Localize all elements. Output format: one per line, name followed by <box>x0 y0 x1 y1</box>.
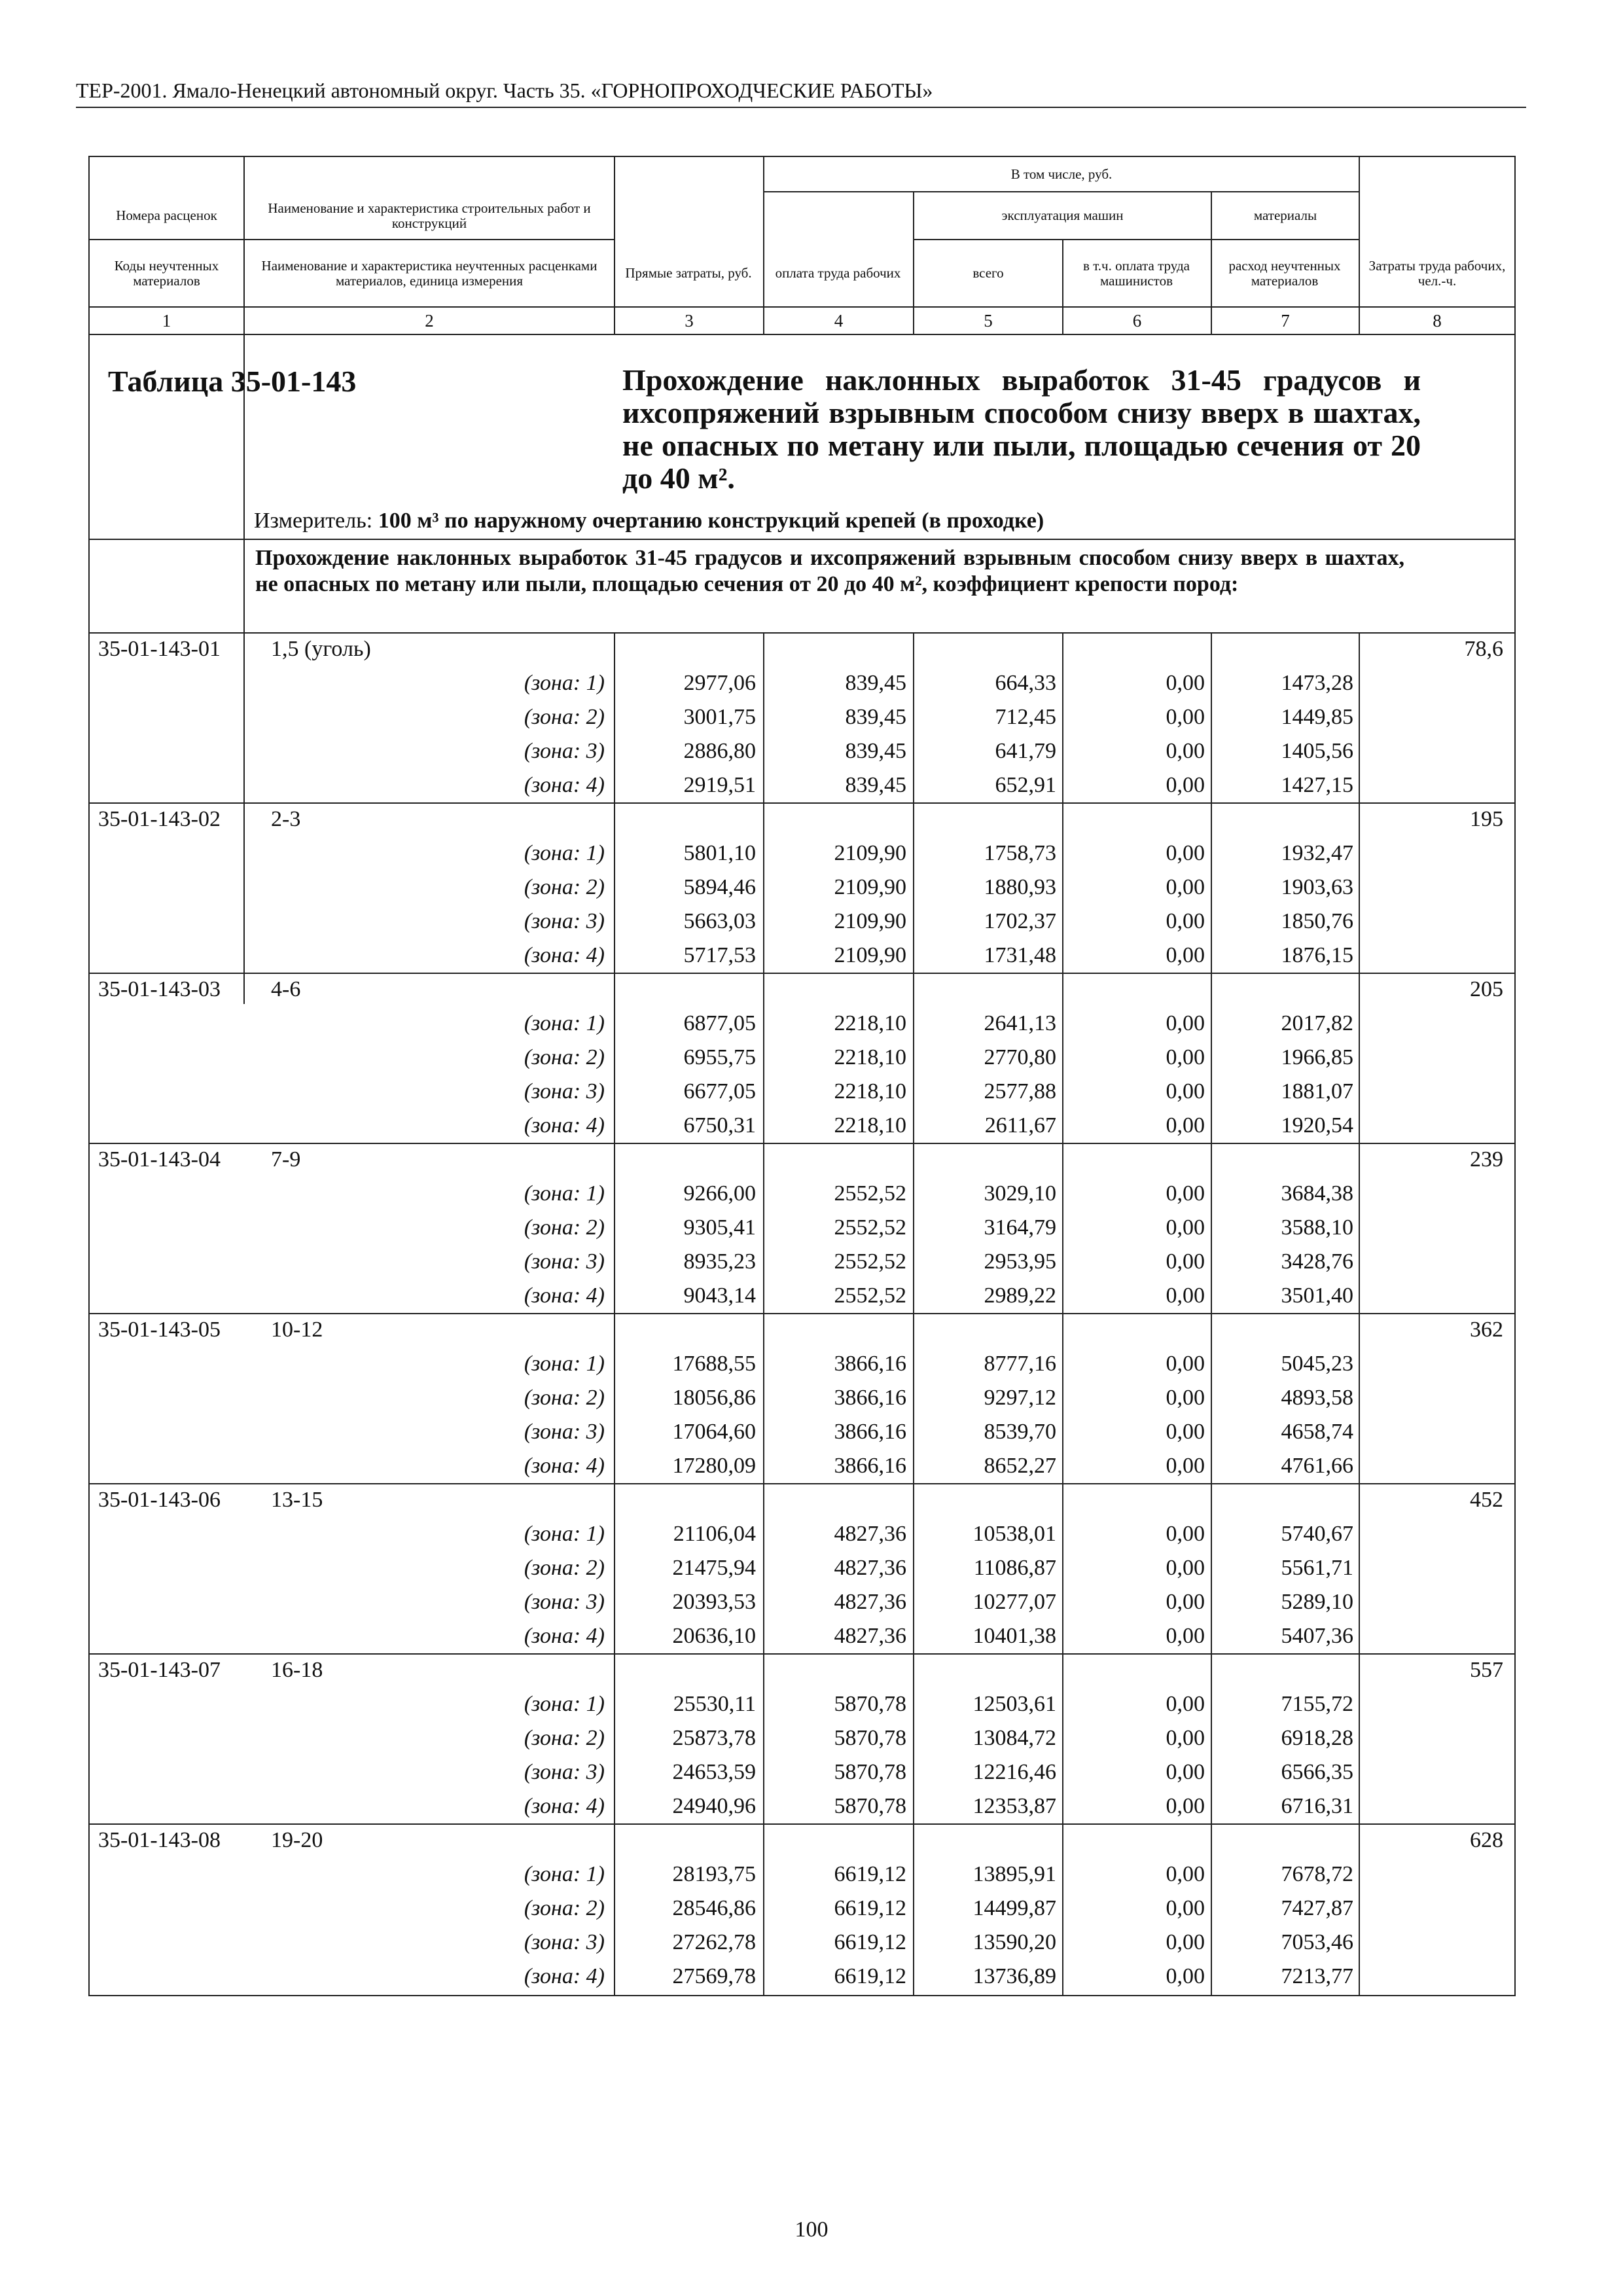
units-line <box>254 508 1044 534</box>
cost-value: 0,00 <box>1166 1896 1205 1920</box>
cost-value: 5717,53 <box>683 943 756 967</box>
cost-value: 24940,96 <box>672 1794 756 1818</box>
cost-value: 1966,85 <box>1281 1045 1353 1069</box>
cost-value: 2218,10 <box>834 1079 906 1103</box>
cost-value: 17688,55 <box>672 1352 756 1376</box>
labor-costs-value: 452 <box>1470 1488 1503 1512</box>
zone-label: (зона: 2) <box>524 1386 605 1410</box>
cost-value: 2109,90 <box>834 943 906 967</box>
cost-value: 12216,46 <box>972 1760 1056 1784</box>
cost-value: 28193,75 <box>672 1862 756 1886</box>
cost-value: 0,00 <box>1166 909 1205 933</box>
labor-costs-value: 557 <box>1470 1658 1503 1682</box>
zone-label: (зона: 3) <box>524 1420 605 1444</box>
cost-value: 839,45 <box>845 739 906 763</box>
labor-costs-value: 362 <box>1470 1318 1503 1342</box>
cost-value: 2218,10 <box>834 1011 906 1035</box>
cost-value: 6918,28 <box>1281 1726 1353 1750</box>
rate-code: 35-01-143-07 <box>98 1658 221 1682</box>
zone-label: (зона: 4) <box>524 1624 605 1648</box>
cost-value: 12503,61 <box>972 1692 1056 1716</box>
zone-label: (зона: 1) <box>524 671 605 695</box>
cost-value: 3001,75 <box>683 705 756 729</box>
cost-value: 2977,06 <box>683 671 756 695</box>
cost-value: 5289,10 <box>1281 1590 1353 1614</box>
header-material-name: Наименование и характеристика неучтенных расценками материалов, единица измерения <box>261 257 597 289</box>
cost-value: 6877,05 <box>683 1011 756 1035</box>
rate-name: 4-6 <box>271 977 301 1001</box>
cost-value: 4761,66 <box>1281 1454 1353 1478</box>
cost-value: 10401,38 <box>972 1624 1056 1648</box>
zone-label: (зона: 2) <box>524 1045 605 1069</box>
cost-value: 3866,16 <box>834 1386 906 1410</box>
cost-value: 839,45 <box>845 773 906 797</box>
header-including: В том числе, руб. <box>1010 166 1113 182</box>
running-head: ТЕР-2001. Ямало-Ненецкий автономный округ. Часть 35. «ГОРНОПРОХОДЧЕСКИЕ РАБОТЫ» <box>76 79 933 102</box>
page-number: 100 <box>794 2217 829 2242</box>
cost-value: 0,00 <box>1166 1386 1205 1410</box>
cost-value: 0,00 <box>1166 1011 1205 1035</box>
cost-value: 1903,63 <box>1281 875 1353 899</box>
cost-value: 0,00 <box>1166 875 1205 899</box>
running-head-rule <box>76 107 1526 108</box>
zone-label: (зона: 2) <box>524 1726 605 1750</box>
cost-value: 652,91 <box>995 773 1056 797</box>
cost-value: 4893,58 <box>1281 1386 1353 1410</box>
column-number-6: 6 <box>1132 310 1142 331</box>
zone-label: (зона: 1) <box>524 841 605 865</box>
cost-value: 7427,87 <box>1281 1896 1353 1920</box>
cost-value: 0,00 <box>1166 1181 1205 1206</box>
column-number-3: 3 <box>685 310 694 331</box>
cost-value: 0,00 <box>1166 773 1205 797</box>
cost-value: 2109,90 <box>834 875 906 899</box>
labor-costs-value: 78,6 <box>1464 637 1503 661</box>
rate-code: 35-01-143-04 <box>98 1147 221 1172</box>
cost-value: 7213,77 <box>1281 1964 1353 1988</box>
cost-value: 0,00 <box>1166 1283 1205 1308</box>
rate-name: 2-3 <box>271 807 301 831</box>
cost-value: 664,33 <box>995 671 1056 695</box>
column-number-7: 7 <box>1281 310 1290 331</box>
header-labor-costs: Затраты труда рабочих, чел.-ч. <box>1368 257 1506 289</box>
labor-costs-value: 195 <box>1470 807 1503 831</box>
cost-value: 1449,85 <box>1281 705 1353 729</box>
header-hline-bottom <box>88 334 1516 335</box>
cost-value: 8777,16 <box>984 1352 1056 1376</box>
cost-value: 17280,09 <box>672 1454 756 1478</box>
cost-value: 6566,35 <box>1281 1760 1353 1784</box>
cost-value: 7678,72 <box>1281 1862 1353 1886</box>
cost-value: 6750,31 <box>683 1113 756 1138</box>
cost-value: 25530,11 <box>673 1692 756 1716</box>
cost-value: 12353,87 <box>972 1794 1056 1818</box>
cost-value: 0,00 <box>1166 1352 1205 1376</box>
zone-label: (зона: 2) <box>524 1896 605 1920</box>
cost-value: 0,00 <box>1166 1930 1205 1954</box>
cost-value: 3588,10 <box>1281 1215 1353 1240</box>
header-rate-numbers: Номера расценок <box>116 207 217 223</box>
zone-label: (зона: 4) <box>524 1964 605 1988</box>
cost-value: 2552,52 <box>834 1181 906 1206</box>
cost-value: 0,00 <box>1166 1420 1205 1444</box>
header-material-codes: Коды неучтенных материалов <box>114 257 219 289</box>
units-value: 100 м³ по наружному очертанию конструкций крепей (в проходке) <box>378 509 1044 533</box>
cost-value: 2109,90 <box>834 909 906 933</box>
cost-value: 3501,40 <box>1281 1283 1353 1308</box>
zone-label: (зона: 1) <box>524 1352 605 1376</box>
zone-label: (зона: 1) <box>524 1181 605 1206</box>
cost-value: 712,45 <box>995 705 1056 729</box>
zone-label: (зона: 4) <box>524 1113 605 1138</box>
cost-value: 2552,52 <box>834 1215 906 1240</box>
rate-name: 13-15 <box>271 1488 323 1512</box>
zone-label: (зона: 3) <box>524 1930 605 1954</box>
cost-value: 1427,15 <box>1281 773 1353 797</box>
cost-value: 14499,87 <box>972 1896 1056 1920</box>
zone-label: (зона: 3) <box>524 1079 605 1103</box>
cost-value: 10538,01 <box>972 1522 1056 1546</box>
cost-value: 2953,95 <box>984 1249 1056 1274</box>
cost-value: 13736,89 <box>972 1964 1056 1988</box>
cost-value: 0,00 <box>1166 1794 1205 1818</box>
cost-value: 1758,73 <box>984 841 1056 865</box>
cost-value: 5870,78 <box>834 1692 906 1716</box>
cost-value: 5740,67 <box>1281 1522 1353 1546</box>
cost-value: 2109,90 <box>834 841 906 865</box>
rate-code: 35-01-143-02 <box>98 807 221 831</box>
cost-value: 0,00 <box>1166 739 1205 763</box>
cost-value: 13895,91 <box>972 1862 1056 1886</box>
cost-value: 6955,75 <box>683 1045 756 1069</box>
labor-costs-value: 239 <box>1470 1147 1503 1172</box>
column-number-8: 8 <box>1433 310 1442 331</box>
cost-value: 8652,27 <box>984 1454 1056 1478</box>
cost-value: 1731,48 <box>984 943 1056 967</box>
header-machines: эксплуатация машин <box>1001 207 1124 223</box>
zone-label: (зона: 2) <box>524 1215 605 1240</box>
cost-value: 1405,56 <box>1281 739 1353 763</box>
cost-value: 8935,23 <box>683 1249 756 1274</box>
cost-value: 10277,07 <box>972 1590 1056 1614</box>
zone-label: (зона: 2) <box>524 705 605 729</box>
rate-name: 1,5 (уголь) <box>271 637 371 661</box>
section-caption: Прохождение наклонных выработок 31-45 градусов и ихсопряжений взрывным способом снизу вверх в шахтах, не опасных по метану или пыли, площадью сечения от 20 до 40 м², коэффициент крепости пород: <box>255 546 1404 596</box>
cost-value: 6619,12 <box>834 1896 906 1920</box>
rate-name: 10-12 <box>271 1318 323 1342</box>
cost-value: 13084,72 <box>972 1726 1056 1750</box>
labor-costs-value: 205 <box>1470 977 1503 1001</box>
rate-code: 35-01-143-01 <box>98 637 221 661</box>
cost-value: 1473,28 <box>1281 671 1353 695</box>
rate-code: 35-01-143-03 <box>98 977 221 1001</box>
cost-value: 20393,53 <box>672 1590 756 1614</box>
cost-value: 0,00 <box>1166 1760 1205 1784</box>
cost-value: 0,00 <box>1166 1692 1205 1716</box>
cost-value: 4827,36 <box>834 1590 906 1614</box>
header-work-name: Наименование и характеристика строительных работ и конструкций <box>268 200 591 231</box>
cost-value: 0,00 <box>1166 1215 1205 1240</box>
header-materials: материалы <box>1253 207 1317 223</box>
cost-value: 24653,59 <box>672 1760 756 1784</box>
cost-value: 9297,12 <box>984 1386 1056 1410</box>
cost-value: 0,00 <box>1166 1726 1205 1750</box>
cost-value: 21475,94 <box>672 1556 756 1580</box>
cost-value: 3684,38 <box>1281 1181 1353 1206</box>
header-machinist-pay: в т.ч. оплата труда машинистов <box>1083 257 1190 289</box>
rate-code: 35-01-143-06 <box>98 1488 221 1512</box>
zone-label: (зона: 1) <box>524 1011 605 1035</box>
cost-value: 13590,20 <box>972 1930 1056 1954</box>
cost-value: 2552,52 <box>834 1249 906 1274</box>
rate-code: 35-01-143-08 <box>98 1828 221 1852</box>
cost-value: 1876,15 <box>1281 943 1353 967</box>
cost-value: 0,00 <box>1166 1556 1205 1580</box>
cost-value: 839,45 <box>845 671 906 695</box>
zone-label: (зона: 2) <box>524 875 605 899</box>
cost-value: 2989,22 <box>984 1283 1056 1308</box>
cost-value: 21106,04 <box>673 1522 756 1546</box>
cost-value: 20636,10 <box>672 1624 756 1648</box>
zone-label: (зона: 3) <box>524 1760 605 1784</box>
table-id: Таблица 35-01-143 <box>108 365 357 398</box>
header-material-usage: расход неучтенных материалов <box>1228 257 1341 289</box>
zone-label: (зона: 3) <box>524 1590 605 1614</box>
cost-value: 2770,80 <box>984 1045 1056 1069</box>
zone-label: (зона: 3) <box>524 909 605 933</box>
header-vline-1 <box>243 156 245 1004</box>
cost-value: 0,00 <box>1166 1590 1205 1614</box>
cost-value: 0,00 <box>1166 1624 1205 1648</box>
cost-value: 0,00 <box>1166 1113 1205 1138</box>
cost-value: 11086,87 <box>973 1556 1056 1580</box>
cost-value: 3164,79 <box>984 1215 1056 1240</box>
cost-value: 5801,10 <box>683 841 756 865</box>
cost-value: 4827,36 <box>834 1556 906 1580</box>
cost-value: 28546,86 <box>672 1896 756 1920</box>
cost-value: 17064,60 <box>672 1420 756 1444</box>
cost-value: 0,00 <box>1166 841 1205 865</box>
cost-value: 25873,78 <box>672 1726 756 1750</box>
cost-value: 7053,46 <box>1281 1930 1353 1954</box>
cost-value: 9043,14 <box>683 1283 756 1308</box>
cost-value: 4658,74 <box>1281 1420 1353 1444</box>
cost-value: 9305,41 <box>683 1215 756 1240</box>
cost-value: 5663,03 <box>683 909 756 933</box>
cost-value: 6619,12 <box>834 1930 906 1954</box>
cost-value: 0,00 <box>1166 1964 1205 1988</box>
cost-value: 5894,46 <box>683 875 756 899</box>
cost-value: 2641,13 <box>984 1011 1056 1035</box>
title-block-rule <box>88 539 1516 540</box>
zone-label: (зона: 2) <box>524 1556 605 1580</box>
units-label: Измеритель: <box>254 509 378 533</box>
zone-label: (зона: 4) <box>524 1283 605 1308</box>
cost-value: 0,00 <box>1166 943 1205 967</box>
cost-value: 0,00 <box>1166 1454 1205 1478</box>
cost-value: 3866,16 <box>834 1352 906 1376</box>
cost-value: 5870,78 <box>834 1726 906 1750</box>
cost-value: 0,00 <box>1166 705 1205 729</box>
rate-name: 16-18 <box>271 1658 323 1682</box>
cost-value: 6677,05 <box>683 1079 756 1103</box>
cost-value: 5870,78 <box>834 1760 906 1784</box>
cost-value: 0,00 <box>1166 1249 1205 1274</box>
cost-value: 6716,31 <box>1281 1794 1353 1818</box>
cost-value: 2577,88 <box>984 1079 1056 1103</box>
cost-value: 4827,36 <box>834 1522 906 1546</box>
cost-value: 27262,78 <box>672 1930 756 1954</box>
header-worker-pay: оплата труда рабочих <box>775 265 901 281</box>
cost-value: 641,79 <box>995 739 1056 763</box>
cost-value: 2218,10 <box>834 1113 906 1138</box>
zone-label: (зона: 4) <box>524 1794 605 1818</box>
cost-value: 6619,12 <box>834 1862 906 1886</box>
cost-value: 4827,36 <box>834 1624 906 1648</box>
cost-value: 0,00 <box>1166 1045 1205 1069</box>
zone-label: (зона: 3) <box>524 1249 605 1274</box>
cost-value: 0,00 <box>1166 1862 1205 1886</box>
header-machines-total: всего <box>972 265 1004 281</box>
cost-value: 1920,54 <box>1281 1113 1353 1138</box>
labor-costs-value: 628 <box>1470 1828 1503 1852</box>
cost-value: 1850,76 <box>1281 909 1353 933</box>
column-number-1: 1 <box>162 310 171 331</box>
cost-value: 1881,07 <box>1281 1079 1353 1103</box>
rate-name: 7-9 <box>271 1147 301 1172</box>
cost-value: 2017,82 <box>1281 1011 1353 1035</box>
cost-value: 27569,78 <box>672 1964 756 1988</box>
zone-label: (зона: 1) <box>524 1522 605 1546</box>
zone-label: (зона: 4) <box>524 773 605 797</box>
table-title: Прохождение наклонных выработок 31-45 градусов и ихсопряжений взрывным способом снизу вверх в шахтах, не опасных по метану или пыли, площадью сечения от 20 до 40 м². <box>622 363 1421 495</box>
rate-separator-line <box>88 802 1516 804</box>
cost-value: 6619,12 <box>834 1964 906 1988</box>
cost-value: 2886,80 <box>683 739 756 763</box>
cost-value: 5045,23 <box>1281 1352 1353 1376</box>
cost-value: 8539,70 <box>984 1420 1056 1444</box>
cost-value: 1932,47 <box>1281 841 1353 865</box>
zone-label: (зона: 4) <box>524 943 605 967</box>
cost-value: 5407,36 <box>1281 1624 1353 1648</box>
cost-value: 839,45 <box>845 705 906 729</box>
cost-value: 0,00 <box>1166 671 1205 695</box>
cost-value: 9266,00 <box>683 1181 756 1206</box>
cost-value: 18056,86 <box>672 1386 756 1410</box>
cost-value: 2611,67 <box>984 1113 1056 1138</box>
cost-value: 2919,51 <box>683 773 756 797</box>
zone-label: (зона: 4) <box>524 1454 605 1478</box>
rate-separator-line <box>88 973 1516 974</box>
cost-value: 3029,10 <box>984 1181 1056 1206</box>
cost-value: 0,00 <box>1166 1079 1205 1103</box>
zone-label: (зона: 1) <box>524 1862 605 1886</box>
cost-value: 0,00 <box>1166 1522 1205 1546</box>
column-number-5: 5 <box>984 310 993 331</box>
rate-separator-line <box>88 1143 1516 1144</box>
cost-value: 1702,37 <box>984 909 1056 933</box>
column-number-2: 2 <box>425 310 434 331</box>
cost-value: 3428,76 <box>1281 1249 1353 1274</box>
zone-label: (зона: 3) <box>524 739 605 763</box>
cost-value: 2218,10 <box>834 1045 906 1069</box>
rate-name: 19-20 <box>271 1828 323 1852</box>
cost-value: 3866,16 <box>834 1454 906 1478</box>
cost-value: 5561,71 <box>1281 1556 1353 1580</box>
cost-value: 5870,78 <box>834 1794 906 1818</box>
cost-value: 1880,93 <box>984 875 1056 899</box>
cost-value: 7155,72 <box>1281 1692 1353 1716</box>
header-direct-costs: Прямые затраты, руб. <box>625 265 752 281</box>
cost-value: 3866,16 <box>834 1420 906 1444</box>
zone-label: (зона: 1) <box>524 1692 605 1716</box>
cost-value: 2552,52 <box>834 1283 906 1308</box>
column-number-4: 4 <box>834 310 844 331</box>
rate-code: 35-01-143-05 <box>98 1318 221 1342</box>
